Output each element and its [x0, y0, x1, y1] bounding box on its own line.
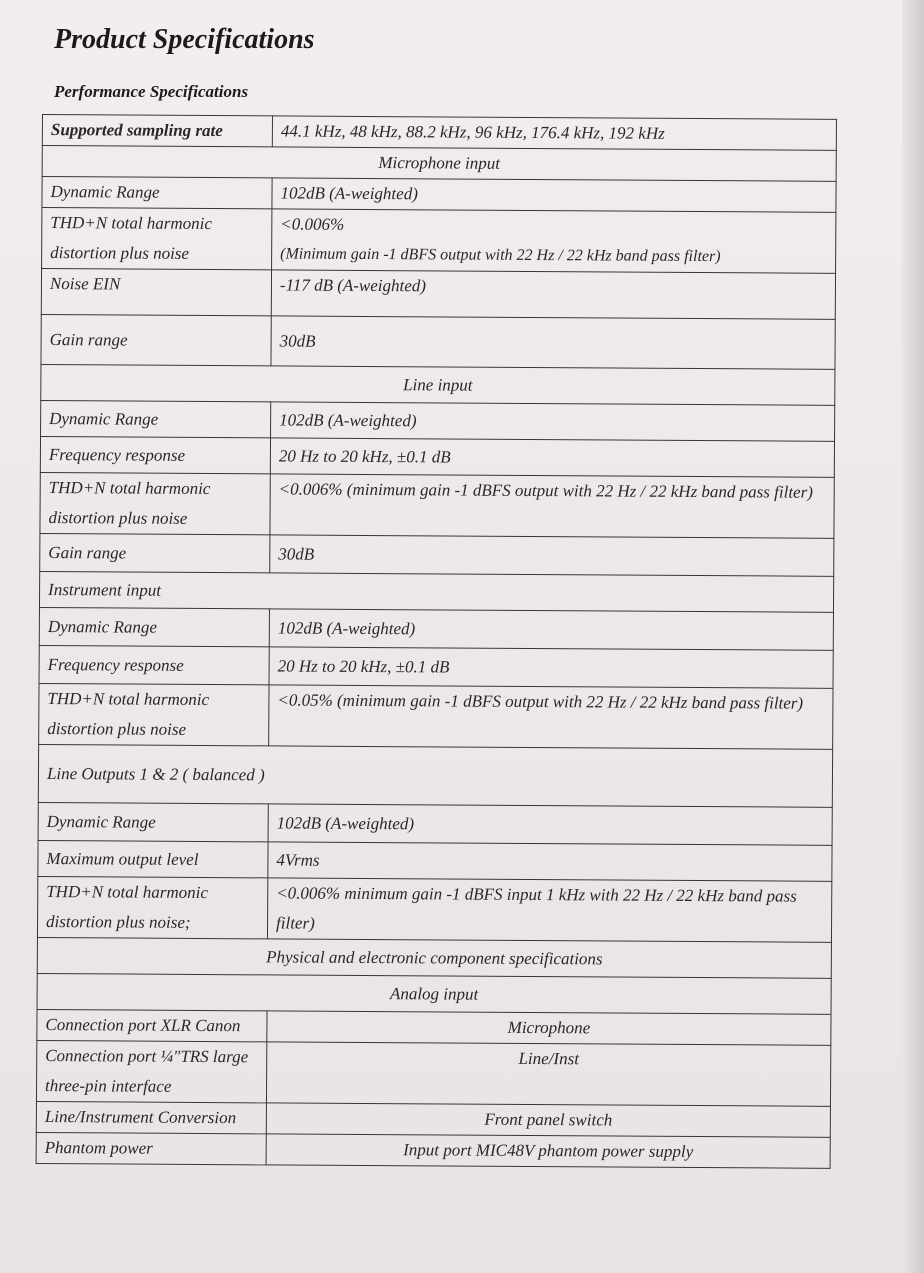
section-header: Line Outputs 1 & 2 ( balanced ) — [38, 744, 832, 807]
spec-row — [38, 802, 832, 845]
page-title: Product Specifications — [54, 24, 315, 55]
spec-row-sampling-rate — [42, 115, 836, 151]
spec-row — [39, 683, 833, 749]
spec-table — [36, 114, 837, 1169]
spec-row — [37, 876, 831, 942]
section-header-line-outputs — [38, 744, 832, 807]
spec-row — [36, 1040, 830, 1106]
spec-label: Connection port XLR Canon — [37, 1009, 267, 1041]
spec-label: Phantom power — [36, 1132, 266, 1164]
spec-row — [39, 607, 833, 650]
section-subheader-analog-input — [37, 973, 831, 1014]
spec-label: THD+N total harmonic distortion plus noise — [39, 683, 269, 745]
spec-value: 102dB (A-weighted) — [272, 178, 836, 212]
spec-value-line: (Minimum gain -1 dBFS output with 22 Hz / 22 kHz band pass filter) — [280, 245, 721, 266]
spec-label: Frequency response — [39, 645, 269, 684]
spec-label: Maximum output level — [38, 840, 268, 877]
section-header-microphone-input — [42, 146, 836, 182]
spec-row — [40, 533, 834, 576]
spec-value: 102dB (A-weighted) — [268, 804, 832, 845]
spec-row — [41, 269, 835, 320]
spec-value: -117 dB (A-weighted) — [271, 270, 835, 319]
spec-label: Noise EIN — [41, 269, 271, 316]
section-header-instrument-input — [39, 571, 833, 612]
spec-value: 30dB — [270, 535, 834, 576]
section-header: Line input — [41, 364, 835, 405]
spec-row — [41, 400, 835, 441]
spec-row — [42, 177, 836, 213]
spec-row — [36, 1132, 830, 1168]
spec-value: 30dB — [271, 316, 835, 369]
spec-label: Dynamic Range — [41, 400, 271, 437]
spec-value-line: <0.006% — [280, 214, 345, 234]
spec-value: 44.1 kHz, 48 kHz, 88.2 kHz, 96 kHz, 176.4 kHz, 192 kHz — [272, 116, 836, 150]
spec-row — [39, 645, 833, 688]
spec-label: Dynamic Range — [42, 177, 272, 209]
section-header-physical — [37, 937, 831, 978]
section-subheader: Analog input — [37, 973, 831, 1014]
spec-value: 102dB (A-weighted) — [269, 609, 833, 650]
spec-value-multiline — [272, 209, 836, 273]
spec-value: 20 Hz to 20 kHz, ±0.1 dB — [269, 647, 833, 688]
section-header: Physical and electronic component specifications — [37, 937, 831, 978]
spec-label: Gain range — [40, 533, 270, 572]
spec-value: <0.006% (minimum gain -1 dBFS output with 22 Hz / 22 kHz band pass filter) — [270, 474, 834, 538]
spec-label: Line/Instrument Conversion — [36, 1101, 266, 1133]
spec-label: THD+N total harmonic distortion plus noise — [40, 472, 270, 534]
spec-value: Front panel switch — [266, 1103, 830, 1137]
spec-value: 102dB (A-weighted) — [271, 402, 835, 441]
page-edge-shadow — [902, 0, 924, 1273]
spec-value: Microphone — [267, 1011, 831, 1045]
section-header: Microphone input — [42, 146, 836, 182]
spec-row — [42, 208, 836, 274]
spec-row — [37, 1009, 831, 1045]
spec-row — [41, 314, 835, 369]
spec-row — [40, 472, 834, 538]
spec-row — [36, 1101, 830, 1137]
spec-value: <0.05% (minimum gain -1 dBFS output with 22 Hz / 22 kHz band pass filter) — [269, 685, 833, 749]
spec-label: Frequency response — [40, 436, 270, 473]
spec-value: 20 Hz to 20 kHz, ±0.1 dB — [270, 438, 834, 477]
spec-label: Dynamic Range — [38, 802, 268, 841]
spec-label: Connection port ¼"TRS large three-pin interface — [36, 1040, 266, 1102]
spec-value: <0.006% minimum gain -1 dBFS input 1 kHz with 22 Hz / 22 kHz band pass filter) — [267, 878, 831, 942]
spec-value: Line/Inst — [266, 1042, 830, 1106]
section-header-line-input — [41, 364, 835, 405]
section-title: Performance Specifications — [54, 82, 249, 101]
spec-row — [38, 840, 832, 881]
spec-label: THD+N total harmonic distortion plus noise; — [37, 876, 267, 938]
section-header: Instrument input — [39, 571, 833, 612]
spec-value: 4Vrms — [268, 842, 832, 881]
spec-label: THD+N total harmonic distortion plus noise — [42, 208, 272, 270]
spec-label: Dynamic Range — [39, 607, 269, 646]
spec-value: Input port MIC48V phantom power supply — [266, 1134, 830, 1168]
spec-label: Supported sampling rate — [42, 115, 272, 147]
spec-label: Gain range — [41, 314, 271, 365]
spec-row — [40, 436, 834, 477]
